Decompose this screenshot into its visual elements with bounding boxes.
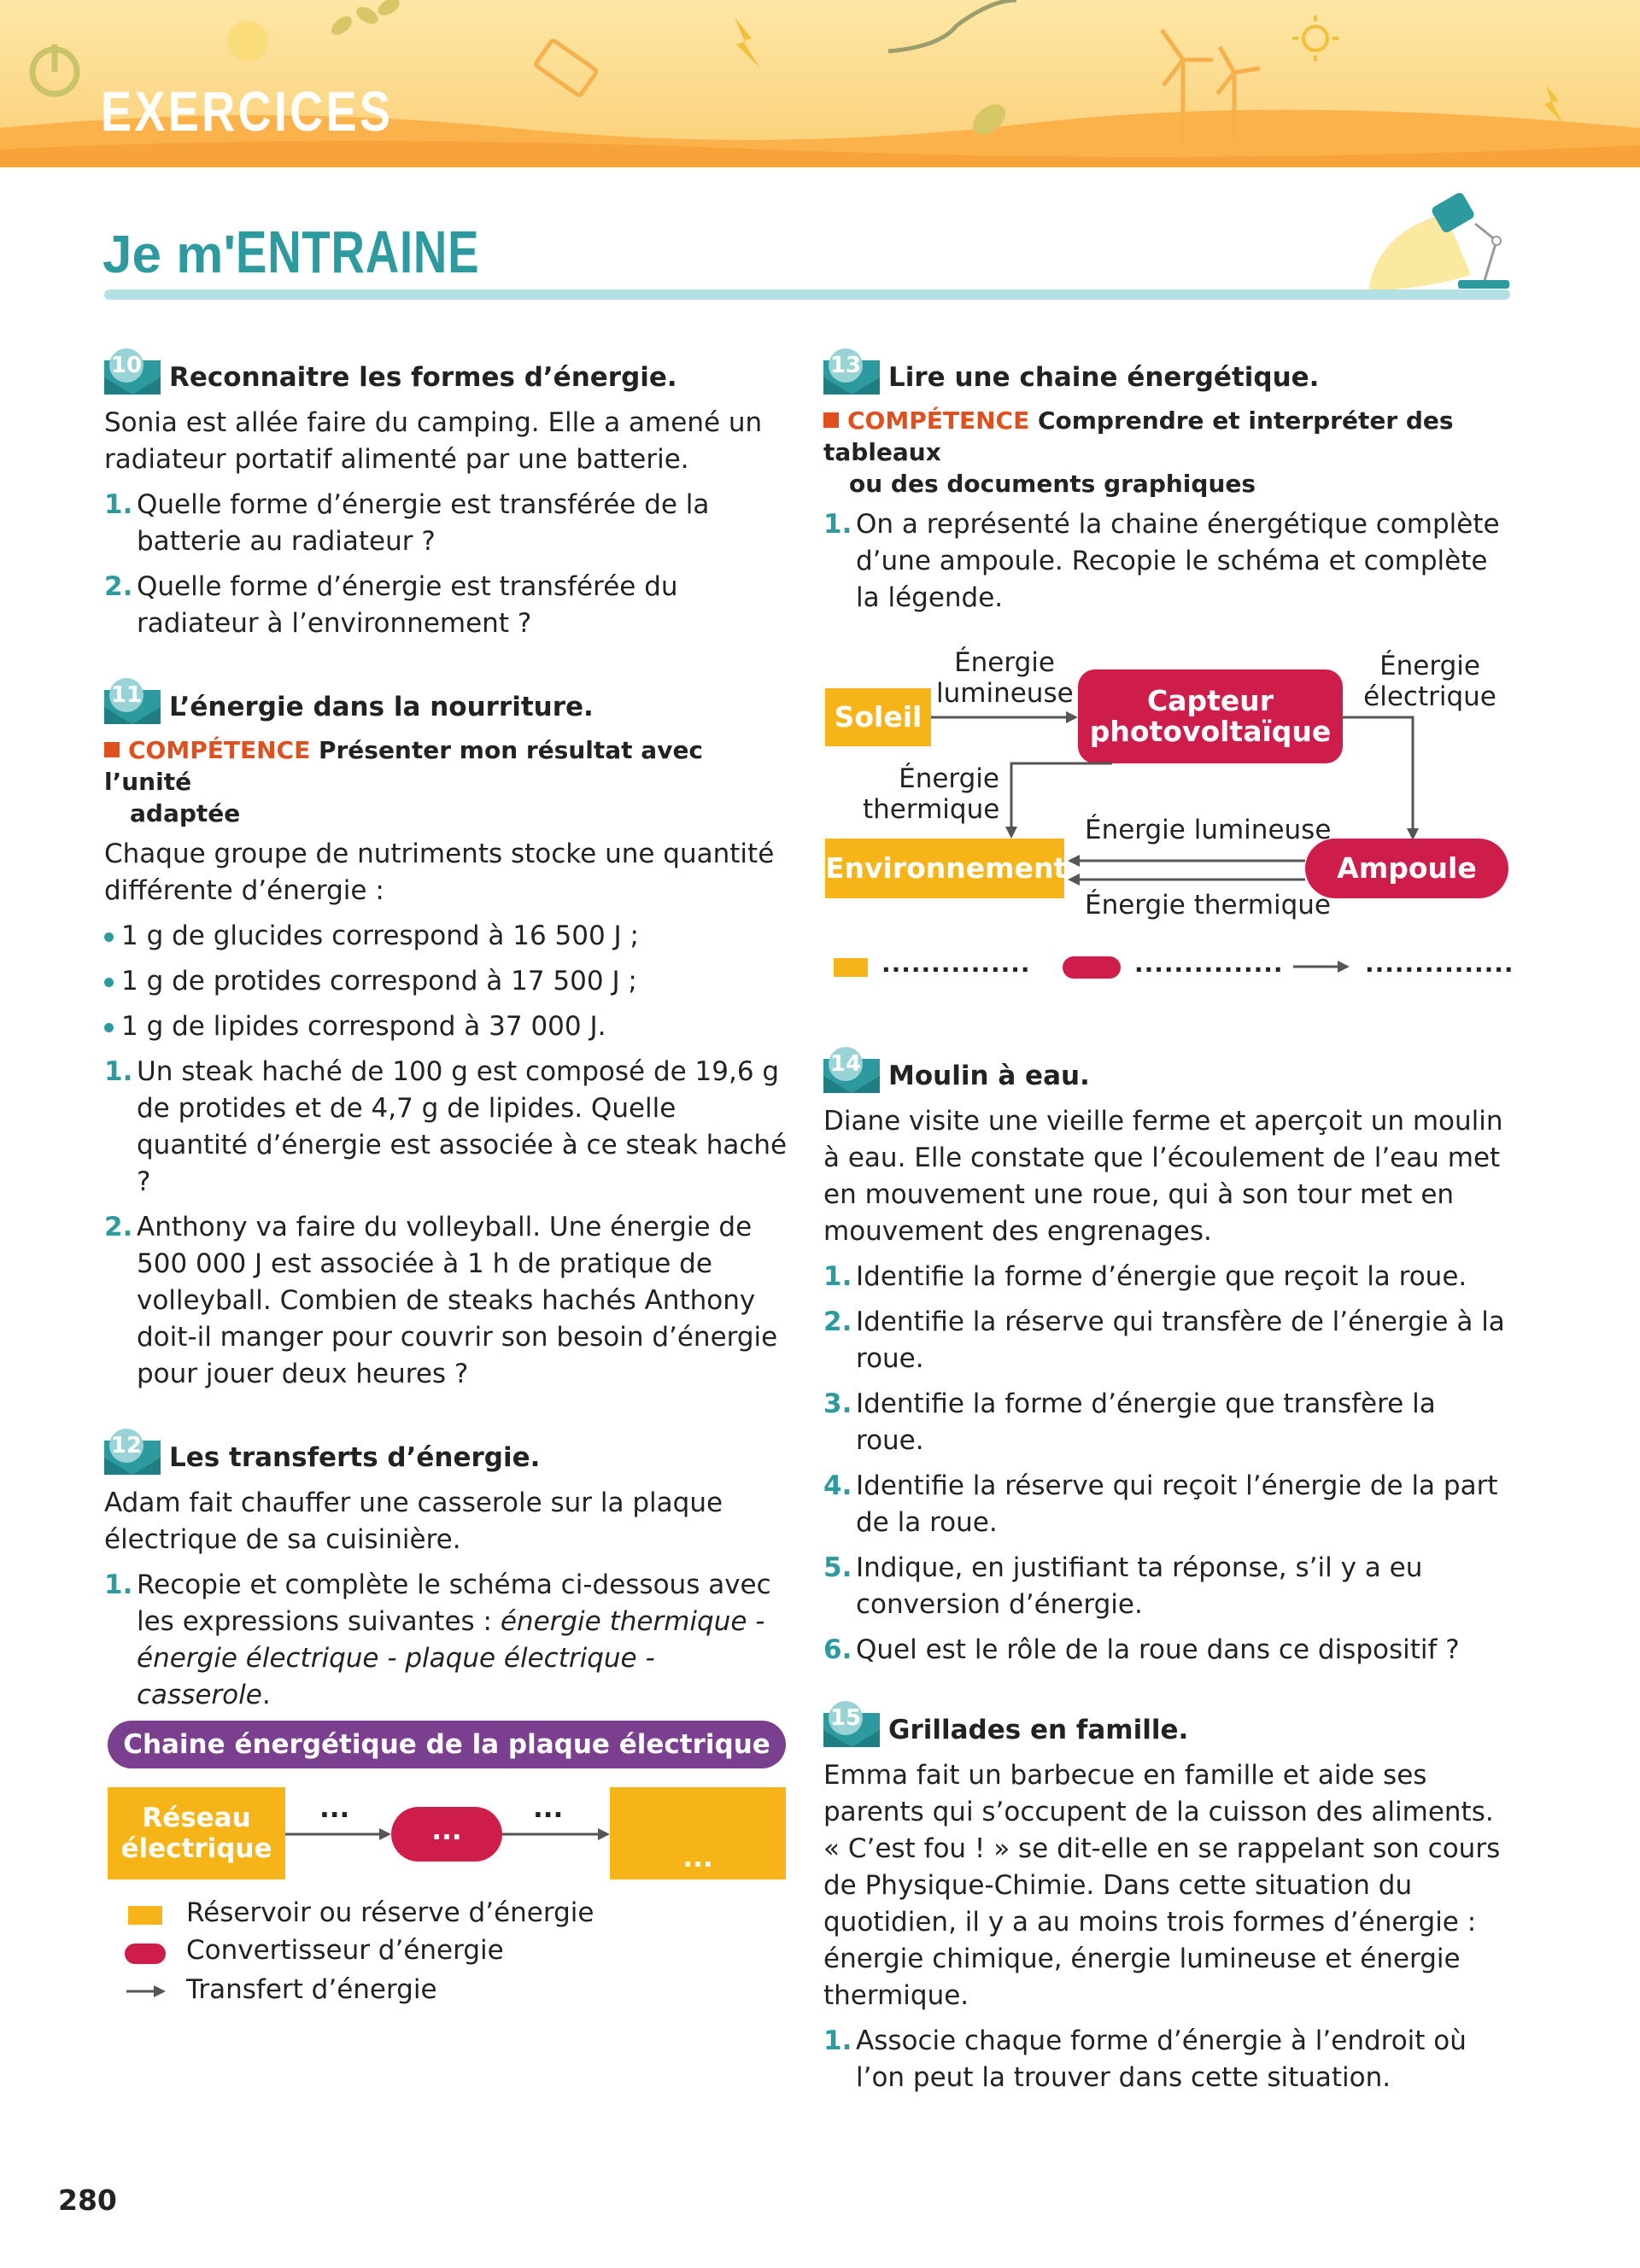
exercise-number: 10 [109, 348, 144, 383]
exercise-intro: Diane visite une vieille ferme et aperçoit un moulin à eau. Elle constate que l’écoulement de l’eau met en mouvement une roue, qui à son tour met en mouvement des engrenages. [823, 1106, 1503, 1247]
label-energie-lumineuse-2: Énergie lumineuse [1085, 815, 1332, 845]
exercise-intro: Adam fait chauffer une casserole sur la plaque électrique de sa cuisinière. [104, 1488, 723, 1555]
label-energie-electrique [1362, 651, 1498, 712]
question-item [823, 1550, 1507, 1623]
question-text-end: . [261, 1680, 271, 1710]
exercise-number: 11 [109, 678, 144, 712]
exercise-11-header [104, 671, 788, 728]
diagram-node-reseau [108, 1787, 285, 1879]
legend-swatch-reservoir [834, 958, 868, 977]
arrow-head [1407, 828, 1419, 840]
question-number: 1. [823, 2025, 852, 2056]
question-item [104, 1567, 788, 1714]
question-item [823, 1259, 1507, 1295]
transfer-arrow-head [598, 1828, 610, 1840]
question-item [823, 1468, 1507, 1541]
competence-line [104, 734, 788, 829]
competence-line [823, 405, 1507, 500]
question-text: On a représenté la chaine énergétique complète d’une ampoule. Recopie le schéma et complète la légende. [856, 509, 1500, 613]
label-energie-thermique-2: Énergie thermique [1085, 890, 1332, 921]
question-text: Associe chaque forme d’énergie à l’endroit où l’on peut la trouver dans cette situation. [856, 2025, 1467, 2093]
exercise-number-badge [104, 348, 161, 398]
node-label: Capteur [1146, 684, 1274, 717]
arrow-capteur-ampoule [1343, 717, 1413, 830]
exercise-13 [823, 342, 1507, 617]
question-text-italic: énergie thermique - énergie électrique - plaque électrique - casserole [137, 1606, 765, 1710]
exercise-title: Reconnaitre les formes d’énergie. [169, 362, 677, 393]
exercise-title: L’énergie dans la nourriture. [169, 692, 594, 722]
exercise-title: Lire une chaine énergétique. [888, 362, 1320, 393]
question-item [823, 2023, 1507, 2096]
question-text: Identifie la réserve qui reçoit l’énergie de la part de la roue. [856, 1470, 1498, 1538]
legend-blank: ............... [1134, 950, 1284, 978]
diagram-node-ampoule: Ampoule [1305, 839, 1508, 898]
legend-swatch-converter [1063, 956, 1121, 979]
header-banner [0, 0, 1640, 167]
legend-arrow-icon [125, 1981, 167, 2002]
exercise-10-header [104, 342, 788, 398]
question-item [823, 1386, 1507, 1459]
question-number: 3. [823, 1388, 852, 1419]
bullet-item [104, 918, 788, 955]
question-item [104, 1209, 788, 1393]
exercise-intro: Emma fait un barbecue en famille et aide ses parents qui s’occupent de la cuisson des aliments. « C’est fou ! » se dit-elle en se rappelant son cours de Physique-Chimie. Dans cette situation du quotidien, il y a au moins trois formes d’énergie : énergie chimique, énergie lumineuse et énergie thermique. [823, 1760, 1501, 2011]
arrow-head [1005, 827, 1017, 839]
question-item [104, 487, 788, 560]
competence-keyword: COMPÉTENCE [847, 406, 1030, 435]
exercise-12 [104, 1422, 788, 1714]
arrow-head [1068, 855, 1080, 867]
question-text: Indique, en justifiant ta réponse, s’il y a eu conversion d’énergie. [856, 1552, 1423, 1620]
question-number: 6. [823, 1634, 852, 1665]
exercise-number: 14 [829, 1047, 863, 1081]
question-text: Quelle forme d’énergie est transférée du radiateur à l’environnement ? [137, 571, 678, 639]
diagram-node-receiver [610, 1787, 786, 1879]
diagram-arrows [285, 1819, 610, 1853]
section-title [102, 218, 548, 286]
label-line: Énergie [899, 763, 999, 794]
question-text: Identifie la réserve qui transfère de l’énergie à la roue. [856, 1306, 1505, 1374]
section-underline [104, 289, 1510, 300]
question-number: 4. [823, 1470, 852, 1501]
exercise-13-header [823, 342, 1507, 398]
question-item [104, 1054, 788, 1201]
label-line: Énergie [1379, 651, 1480, 681]
node-label: Réseau électrique [120, 1803, 272, 1864]
label-energie-lumineuse [936, 647, 1073, 709]
question-number: 2. [104, 571, 133, 602]
question-number: 1. [104, 489, 133, 520]
label-line: lumineuse [936, 678, 1074, 709]
desk-lamp-icon [1360, 190, 1522, 297]
arrow-head [1068, 874, 1080, 886]
arrow-head [1066, 711, 1078, 723]
exercise-title: Les transferts d’énergie. [169, 1442, 541, 1473]
right-column-bottom [823, 1040, 1507, 2105]
label-line: électrique [1363, 681, 1496, 712]
question-number: 1. [823, 1261, 852, 1292]
section-title-word: ENTRAINE [236, 219, 480, 285]
question-number: 1. [104, 1056, 133, 1087]
right-column-top [823, 342, 1507, 625]
label-line: Énergie [954, 647, 1055, 678]
question-text: Identifie la forme d’énergie que transfère la roue. [856, 1388, 1436, 1456]
banner-title: EXERCICES [101, 79, 394, 143]
left-column [104, 342, 788, 1722]
competence-text: Présenter mon résultat avec l’unité [104, 736, 704, 796]
exercise-number: 13 [829, 348, 863, 383]
section-title-prefix: Je m' [102, 225, 237, 284]
competence-square-icon [104, 742, 120, 757]
exercise-number-badge [823, 348, 880, 398]
transfer-arrow-head [379, 1828, 391, 1840]
exercise-intro: Sonia est allée faire du camping. Elle a amené un radiateur portatif alimenté par une batterie. [104, 407, 763, 475]
legend-swatch-reservoir [128, 1906, 162, 1925]
page-number: 280 [58, 2183, 117, 2217]
diagram-node-converter: ... [391, 1807, 502, 1862]
exercise-10 [104, 342, 788, 642]
competence-keyword: COMPÉTENCE [128, 736, 311, 764]
bullet-item [104, 1008, 788, 1045]
question-text: Anthony va faire du volleyball. Une énergie de 500 000 J est associée à 1 h de pratique de volleyball. Combien de steaks hachés Anthony doit-il manger pour couvrir son besoin d’énergie pour jouer deux heures ? [137, 1212, 778, 1389]
bullet-text: 1 g de protides correspond à 17 500 J ; [121, 966, 637, 997]
legend-label-reservoir: Réservoir ou réserve d’énergie [186, 1897, 594, 1928]
question-text: Un steak haché de 100 g est composé de 19,6 g de protides et de 4,7 g de lipides. Quelle quantité d’énergie est associée à ce steak haché ? [137, 1056, 788, 1197]
question-text: Quelle forme d’énergie est transférée de la batterie au radiateur ? [137, 489, 710, 557]
exercise-15 [823, 1694, 1507, 2096]
legend-label-transfer: Transfert d’énergie [186, 1974, 437, 2005]
question-item [104, 569, 788, 642]
exercise-title: Grillades en famille. [888, 1715, 1189, 1745]
node-label: photovoltaïque [1089, 715, 1332, 748]
question-number: 2. [104, 1212, 133, 1242]
bullet-item [104, 963, 788, 1000]
question-number: 1. [823, 509, 852, 540]
exercise-title: Moulin à eau. [888, 1061, 1090, 1091]
question-item [823, 1632, 1507, 1669]
arrow-label: ... [319, 1793, 350, 1824]
label-energie-thermique [863, 763, 999, 825]
question-text: Quel est le rôle de la roue dans ce dispositif ? [856, 1634, 1460, 1665]
question-text: Identifie la forme d’énergie que reçoit la roue. [856, 1261, 1467, 1292]
exercise-15-header [823, 1694, 1507, 1751]
exercise-number-badge [104, 678, 161, 728]
label-line: thermique [863, 794, 1000, 825]
exercise-11 [104, 671, 788, 1393]
exercise-number: 15 [829, 1701, 863, 1735]
legend-arrow-icon [1292, 956, 1351, 977]
question-number: 2. [823, 1306, 852, 1337]
node-label: ... [682, 1843, 713, 1873]
exercise-number-badge [823, 1701, 880, 1751]
question-number: 5. [823, 1552, 852, 1583]
arrow-label: ... [533, 1793, 564, 1824]
question-item [823, 1304, 1507, 1377]
diagram-node-soleil: Soleil [825, 688, 931, 746]
legend-blank: ............... [882, 950, 1031, 978]
competence-text-continued: ou des documents graphiques [849, 470, 1256, 498]
bullet-text: 1 g de glucides correspond à 16 500 J ; [121, 921, 639, 951]
competence-text: Comprendre et interpréter des tableaux [823, 406, 1454, 466]
legend-label-converter: Convertisseur d’énergie [186, 1935, 504, 1966]
question-number: 1. [104, 1569, 133, 1600]
competence-square-icon [823, 412, 839, 428]
competence-text-continued: adaptée [130, 799, 241, 827]
exercise-number-badge [104, 1429, 161, 1478]
exercise-number-badge [823, 1047, 880, 1096]
plaque-diagram-title: Chaine énergétique de la plaque électrique [108, 1721, 786, 1768]
diagram-node-environnement: Environnement [825, 839, 1064, 898]
exercise-14-header [823, 1040, 1507, 1096]
legend-blank: ............... [1365, 950, 1514, 978]
exercise-14 [823, 1040, 1507, 1669]
exercise-intro: Chaque groupe de nutriments stocke une quantité différente d’énergie : [104, 839, 775, 906]
exercise-12-header [104, 1422, 788, 1478]
question-item [823, 506, 1507, 617]
bullet-text: 1 g de lipides correspond à 37 000 J. [121, 1011, 606, 1042]
exercise-number: 12 [109, 1429, 144, 1463]
bulb-icon [227, 20, 268, 61]
question-text: Recopie et complète le schéma ci-dessous avec les expressions suivantes : [137, 1569, 771, 1637]
legend-swatch-converter [125, 1944, 166, 1964]
